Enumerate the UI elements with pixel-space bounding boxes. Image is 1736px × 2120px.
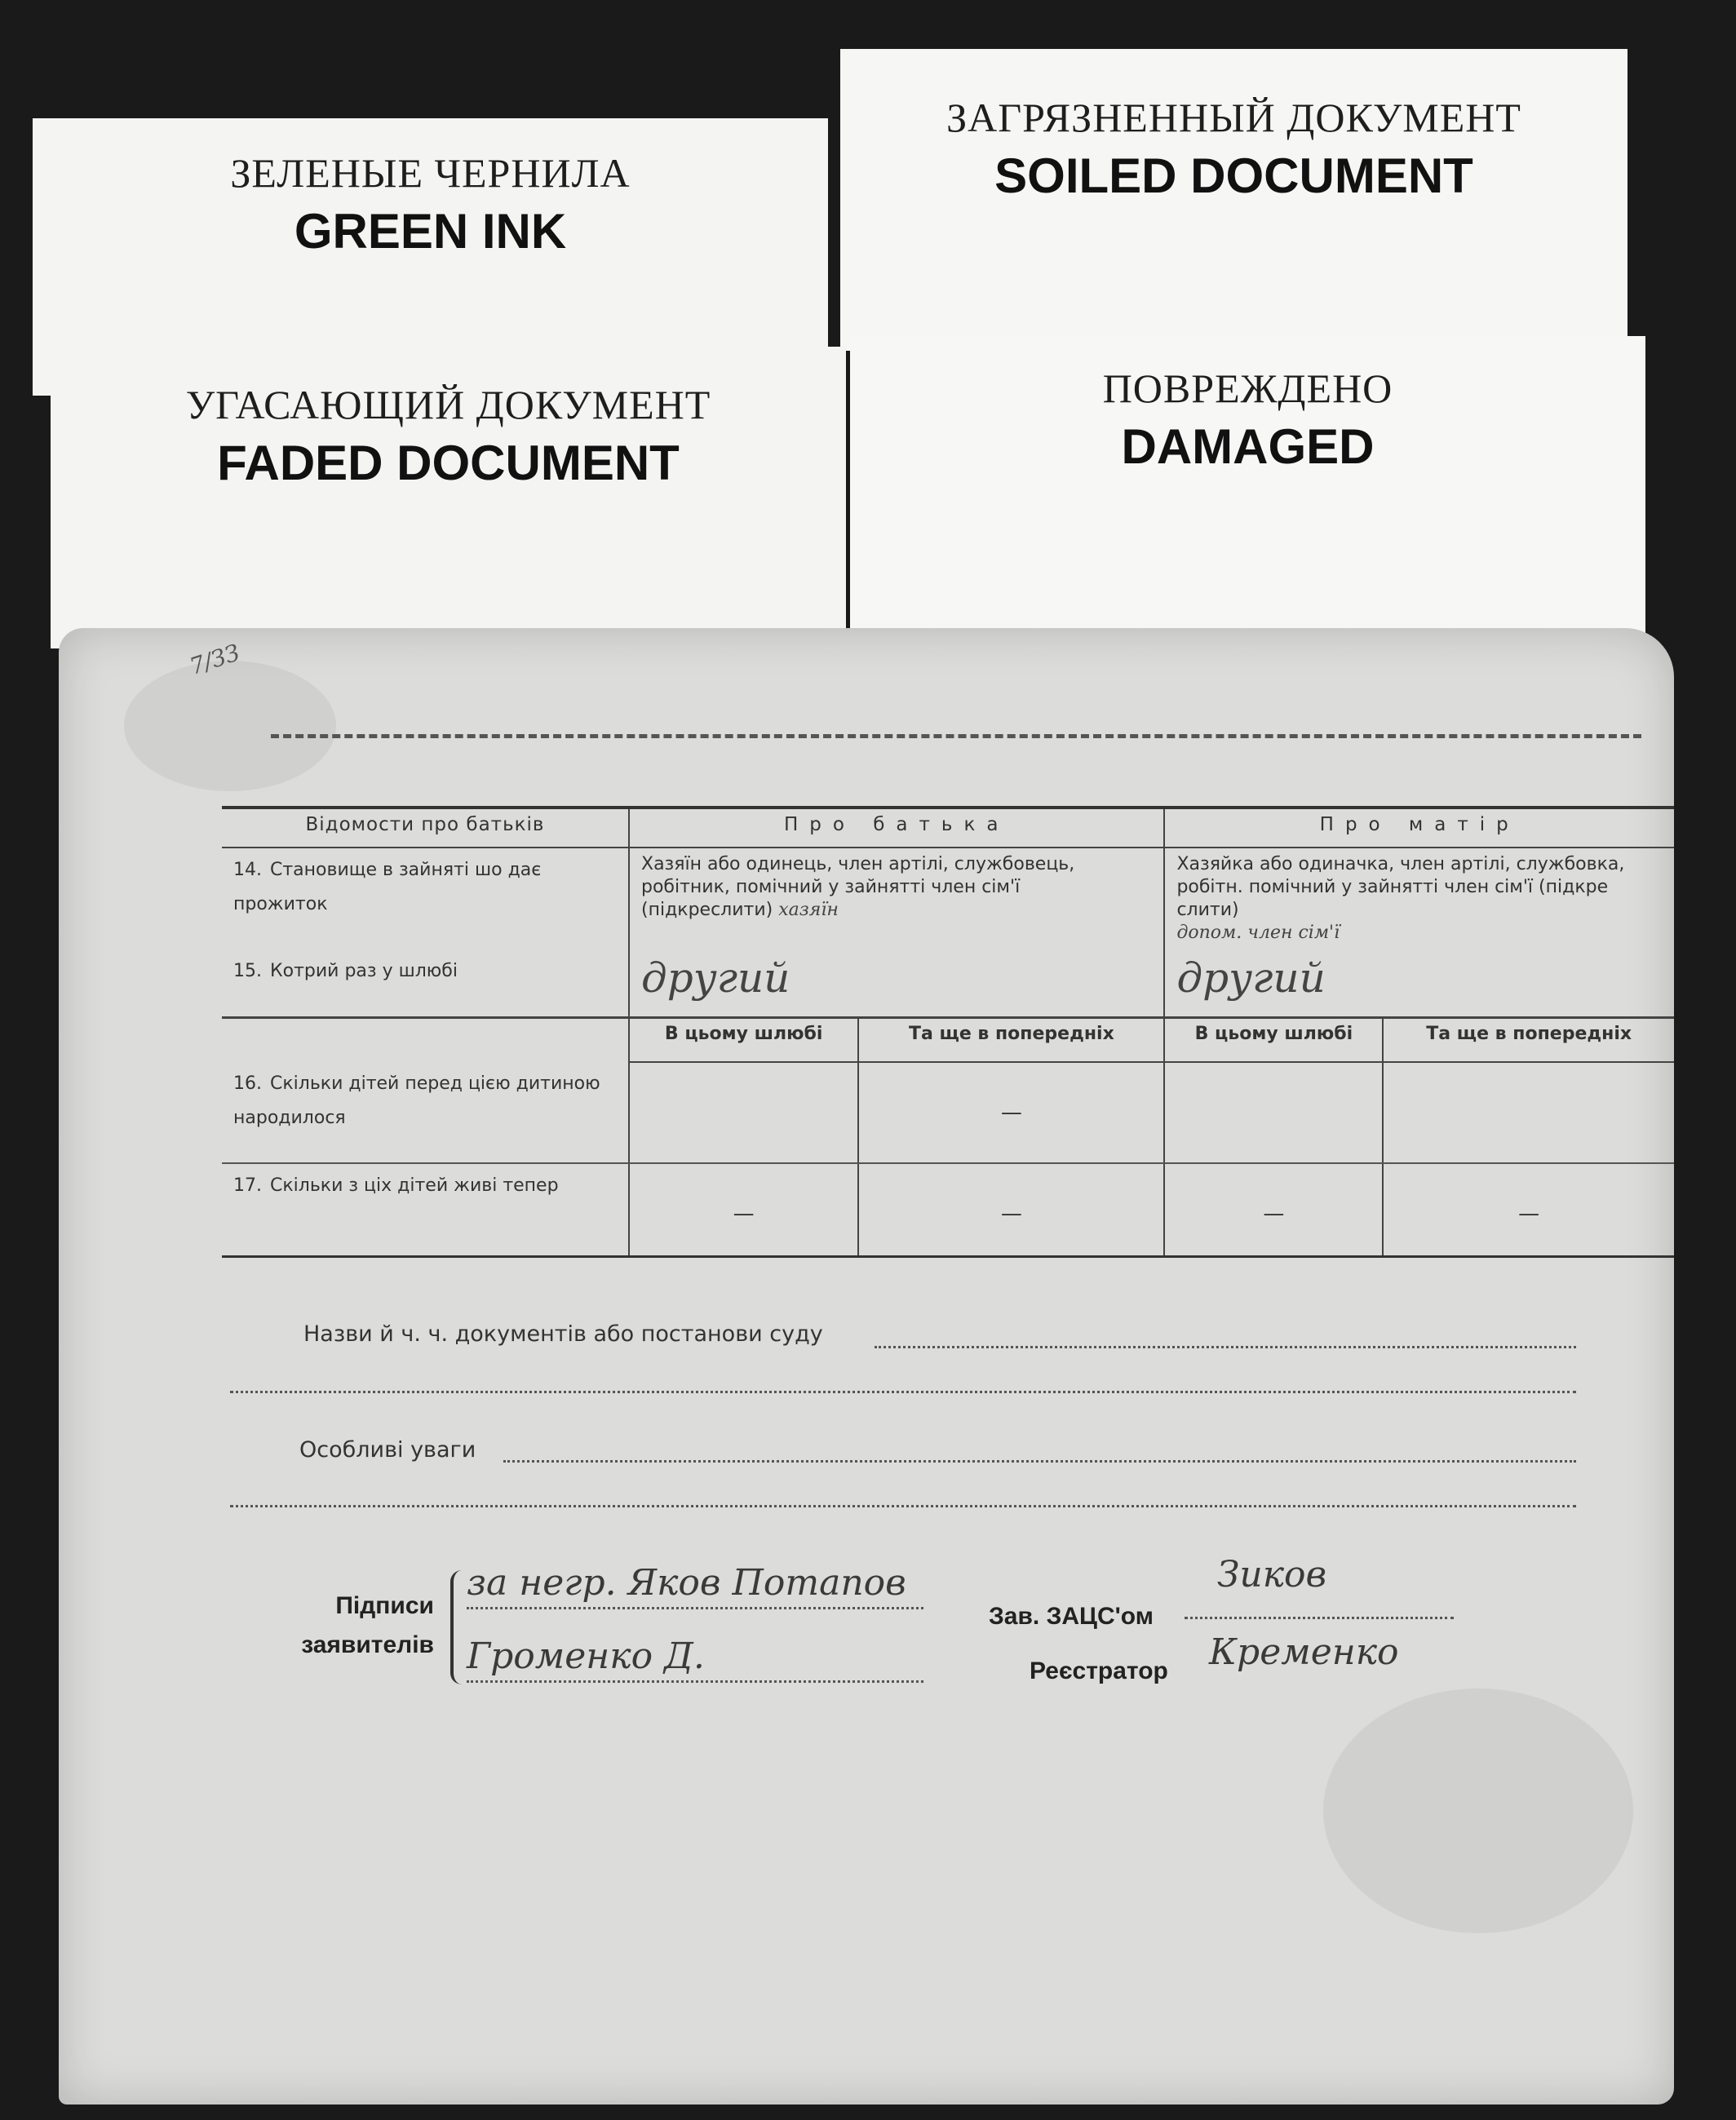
table-subheader-row: [222, 1018, 1674, 1063]
tear-line: [271, 734, 1641, 738]
soiled-label-en: SOILED DOCUMENT: [994, 148, 1473, 203]
documents-line: [875, 1346, 1576, 1348]
notes-line: [503, 1460, 1576, 1463]
mother-marriage-handwritten: другий: [1176, 954, 1326, 1002]
table-row-17: [222, 1163, 1674, 1257]
faded-label-en: FADED DOCUMENT: [217, 436, 680, 490]
row-label: 17. Скільки з ціх дітей живі тепер: [222, 1163, 629, 1257]
father-marriage-count: [629, 949, 1164, 1018]
dash-mark: —: [1518, 1202, 1540, 1226]
signature-line: [1185, 1617, 1454, 1619]
row-label: 16. Скільки дітей перед цією дитиною народилося: [222, 1062, 629, 1163]
parents-table: [222, 806, 1674, 1258]
damaged-label-ru: ПОВРЕЖДЕНО: [1102, 365, 1393, 411]
notes-line-2: [230, 1505, 1576, 1507]
father-occupation-handwritten: хазяїн: [778, 900, 839, 920]
documents-label: Назви й ч. ч. документів або постанови суду: [303, 1321, 823, 1347]
col-header-info: Відомости про батьків: [222, 808, 629, 848]
subheader-mother-current: В цьому шлюбі: [1164, 1018, 1383, 1063]
applicant-signature-1: за негр. Яков Потапов: [467, 1562, 906, 1604]
faded-label-ru: УГАСАЮЩИЙ ДОКУМЕНТ: [185, 382, 711, 427]
page-mark: 7/ЗЗ: [186, 639, 243, 680]
signature-line: [467, 1607, 923, 1609]
mother-marriage-count: [1164, 949, 1674, 1018]
mother-occupation-handwritten: допом. член сім'ї: [1176, 923, 1340, 943]
green-ink-label-en: GREEN INK: [294, 204, 567, 259]
signatures-label: Підписи заявителів: [301, 1592, 434, 1658]
table-row-16: [222, 1062, 1674, 1163]
head-label: Зав. ЗАЦС'ом: [989, 1603, 1154, 1630]
signatures-brace: [450, 1570, 468, 1684]
damaged-card: [850, 336, 1645, 638]
dash-mark: —: [1263, 1202, 1285, 1226]
applicant-signature-2: Громенко Д.: [467, 1635, 705, 1677]
soiled-label-ru: ЗАГРЯЗНЕННЫЙ ДОКУМЕНТ: [946, 95, 1521, 140]
head-signature: Зиков: [1217, 1554, 1327, 1596]
subheader-father-previous: Та ще в попередніх: [858, 1018, 1164, 1063]
damaged-label-en: DAMAGED: [1121, 419, 1375, 474]
registrar-label: Реєстратор: [1030, 1657, 1168, 1684]
mother-occupation: Хазяйка або одиначка, член артілі, службовка, робітн. помічний у зайнятті член сім'ї (підкре слити) допом. член сім'ї: [1164, 848, 1674, 949]
registrar-signature: Кременко: [1209, 1631, 1399, 1673]
dash-mark: —: [1000, 1100, 1022, 1125]
dash-mark: —: [1000, 1202, 1022, 1226]
soiled-document-card: [840, 49, 1628, 351]
table-row-15: [222, 949, 1674, 1018]
dash-mark: —: [733, 1202, 755, 1226]
table-row-14: [222, 848, 1674, 949]
documents-line-2: [230, 1391, 1576, 1393]
row-label: 14. Становище в зайняті шо дає прожиток: [233, 860, 542, 914]
subheader-mother-previous: Та ще в попередніх: [1383, 1018, 1674, 1063]
notes-label: Особливі уваги: [299, 1437, 476, 1463]
signature-line: [467, 1680, 923, 1683]
col-header-father: Про батька: [629, 808, 1164, 848]
table-header-row: [222, 808, 1674, 848]
stain: [1323, 1688, 1633, 1933]
col-header-mother: Про матір: [1164, 808, 1674, 848]
archival-form-page: [59, 628, 1674, 2105]
faded-document-card: [51, 347, 846, 648]
row-label: 15. Котрий раз у шлюбі: [222, 949, 629, 1018]
father-marriage-handwritten: другий: [641, 954, 790, 1002]
green-ink-label-ru: ЗЕЛЕНЫЕ ЧЕРНИЛА: [230, 150, 631, 196]
stain: [124, 661, 336, 791]
subheader-father-current: В цьому шлюбі: [629, 1018, 858, 1063]
father-occupation: Хазяїн або одинець, член артілі, службовець, робітник, помічний у зайнятті член сім'ї (підкреслити) хазяїн: [629, 848, 1164, 949]
